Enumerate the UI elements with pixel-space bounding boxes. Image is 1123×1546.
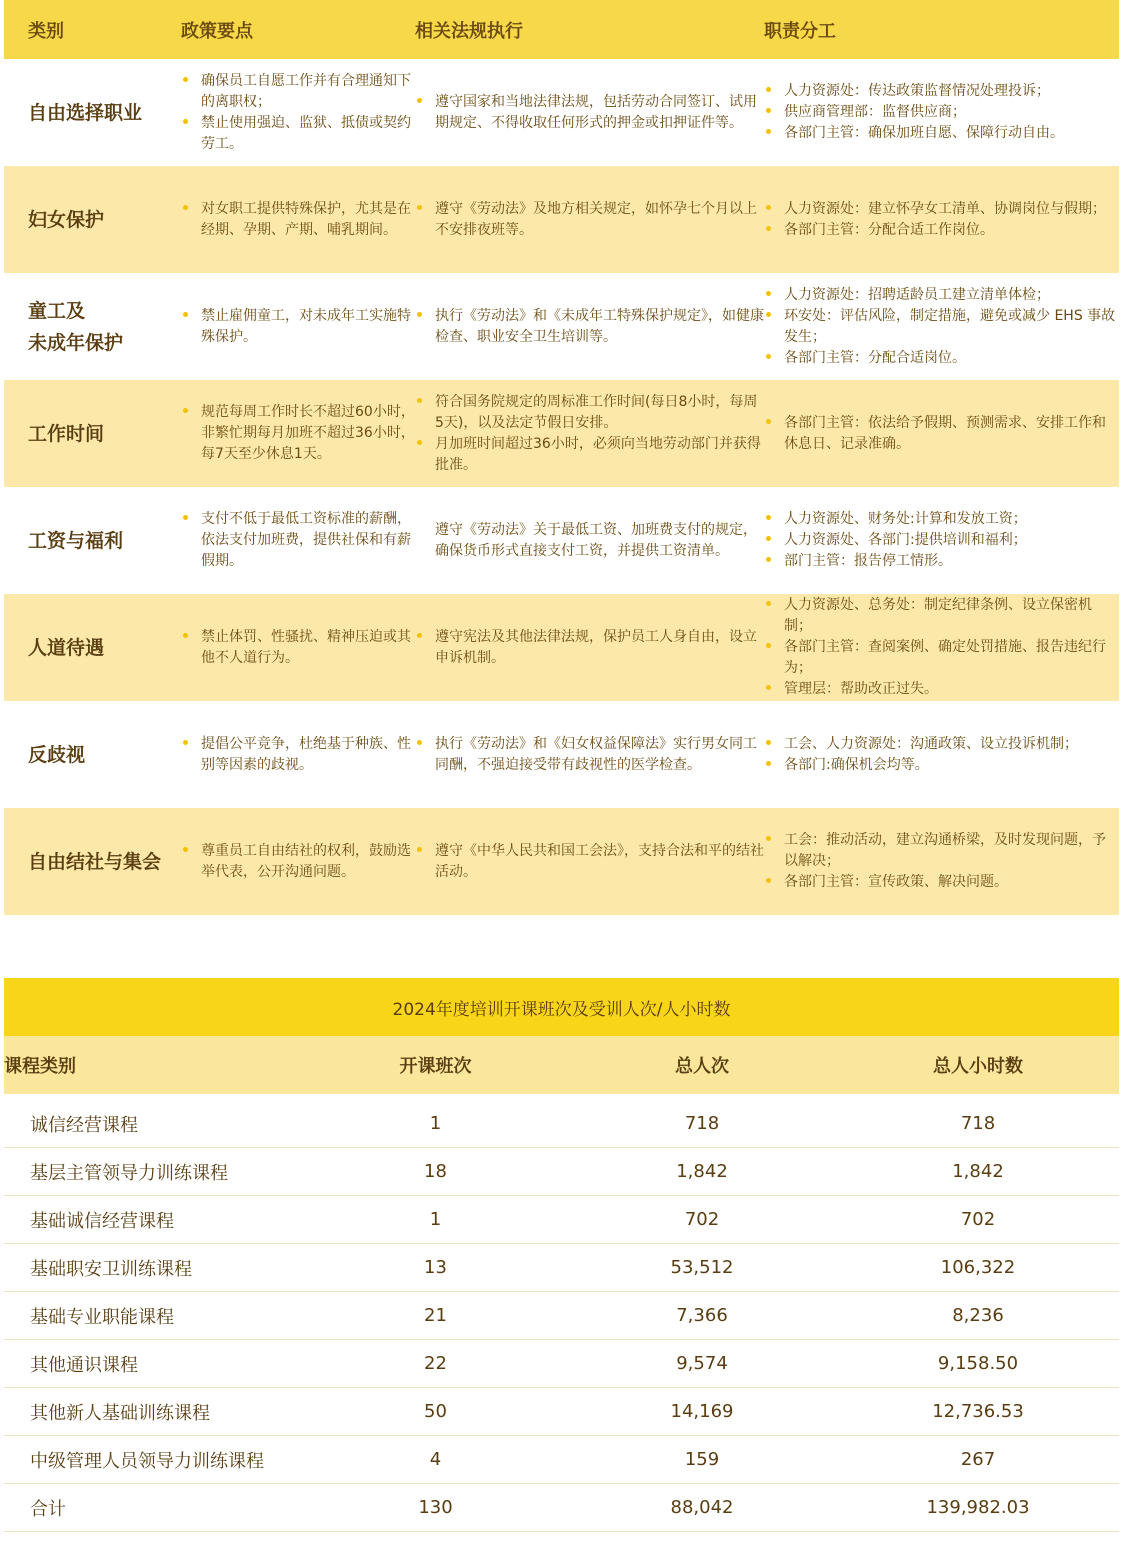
category-line: 未成年保护 — [28, 331, 124, 354]
category-line: 童工及 — [28, 299, 86, 322]
header-total-hours: 总人小时数 — [837, 1036, 1119, 1094]
header-sessions: 开课班次 — [304, 1036, 567, 1094]
duty-point: 人力资源处、总务处：制定纪律条例、设立保密机制； — [764, 595, 1119, 637]
training-row — [4, 1196, 1119, 1244]
policy-row-women-protection — [4, 166, 1119, 273]
law-cell — [415, 166, 764, 273]
attendees: 159 — [567, 1436, 837, 1484]
duty-point: 各部门主管：依法给予假期、预测需求、安排工作和休息日、记录准确。 — [764, 413, 1119, 455]
course-name: 其他通识课程 — [4, 1340, 304, 1388]
law-cell — [415, 380, 764, 487]
training-table — [4, 978, 1119, 1532]
duty-point: 工会：推动活动，建立沟通桥梁，及时发现问题，予以解决； — [764, 830, 1119, 872]
person-hours: 8,236 — [837, 1292, 1119, 1340]
policy-row-child-labor — [4, 273, 1119, 380]
policy-point: 禁止使用强迫、监狱、抵债或契约劳工。 — [181, 113, 415, 155]
category-cell: 自由选择职业 — [4, 59, 181, 166]
duty-point: 人力资源处：传达政策监督情况处理投诉； — [764, 81, 1119, 102]
law-point: 执行《劳动法》和《妇女权益保障法》实行男女同工同酬，不强迫接受带有歧视性的医学检查。 — [415, 734, 764, 776]
law-cell — [415, 59, 764, 166]
duty-cell — [764, 594, 1119, 701]
category-cell: 反歧视 — [4, 701, 181, 808]
duty-point: 各部门主管：查阅案例、确定处罚措施、报告违纪行为； — [764, 637, 1119, 679]
sessions: 22 — [304, 1340, 567, 1388]
training-row — [4, 1388, 1119, 1436]
policy-cell — [181, 701, 415, 808]
policy-row-freedom-association — [4, 808, 1119, 915]
person-hours: 702 — [837, 1196, 1119, 1244]
duty-point: 人力资源处、财务处:计算和发放工资； — [764, 509, 1119, 530]
policy-row-working-hours — [4, 380, 1119, 487]
attendees: 14,169 — [567, 1388, 837, 1436]
duty-point: 各部门主管：分配合适工作岗位。 — [764, 220, 1119, 241]
sessions: 1 — [304, 1196, 567, 1244]
policy-row-wages — [4, 487, 1119, 594]
law-point: 遵守《中华人民共和国工会法》，支持合法和平的结社活动。 — [415, 841, 764, 883]
attendees: 718 — [567, 1094, 837, 1148]
training-row — [4, 1244, 1119, 1292]
policy-point: 规范每周工作时长不超过60小时，非繁忙期每月加班不超过36小时，每7天至少休息1天。 — [181, 402, 415, 465]
duty-cell — [764, 487, 1119, 594]
law-point: 执行《劳动法》和《未成年工特殊保护规定》，如健康检查、职业安全卫生培训等。 — [415, 306, 764, 348]
duty-point: 各部门主管：分配合适岗位。 — [764, 348, 1119, 369]
course-name: 其他新人基础训练课程 — [4, 1388, 304, 1436]
sessions: 4 — [304, 1436, 567, 1484]
law-point: 遵守宪法及其他法律法规，保护员工人身自由，设立申诉机制。 — [415, 627, 764, 669]
duty-cell — [764, 273, 1119, 380]
course-name: 中级管理人员领导力训练课程 — [4, 1436, 304, 1484]
person-hours: 9,158.50 — [837, 1340, 1119, 1388]
category-cell: 人道待遇 — [4, 594, 181, 701]
total-label: 合计 — [4, 1484, 304, 1532]
law-point: 符合国务院规定的周标准工作时间(每日8小时，每周5天)，以及法定节假日安排。 — [415, 392, 764, 434]
sessions: 21 — [304, 1292, 567, 1340]
policy-point: 支付不低于最低工资标准的薪酬，依法支付加班费，提供社保和有薪假期。 — [181, 509, 415, 572]
training-row — [4, 1148, 1119, 1196]
policy-point: 确保员工自愿工作并有合理通知下的离职权； — [181, 71, 415, 113]
sessions: 1 — [304, 1094, 567, 1148]
training-row — [4, 1436, 1119, 1484]
duty-point: 工会、人力资源处：沟通政策、设立投诉机制； — [764, 734, 1119, 755]
policy-point: 禁止雇佣童工，对未成年工实施特殊保护。 — [181, 306, 415, 348]
duty-cell — [764, 701, 1119, 808]
person-hours: 12,736.53 — [837, 1388, 1119, 1436]
law-cell — [415, 487, 764, 594]
training-total-row — [4, 1484, 1119, 1532]
training-title: 2024年度培训开课班次及受训人次/人小时数 — [4, 978, 1119, 1036]
policy-header-row — [4, 0, 1119, 59]
duty-point: 环安处：评估风险，制定措施，避免或减少 EHS 事故发生； — [764, 306, 1119, 348]
attendees: 702 — [567, 1196, 837, 1244]
policy-cell — [181, 380, 415, 487]
category-cell — [4, 273, 181, 380]
category-cell: 自由结社与集会 — [4, 808, 181, 915]
category-cell: 工作时间 — [4, 380, 181, 487]
duty-point: 部门主管：报告停工情形。 — [764, 551, 1119, 572]
duty-cell — [764, 808, 1119, 915]
header-category: 类别 — [4, 0, 181, 59]
total-sessions: 130 — [304, 1484, 567, 1532]
person-hours: 1,842 — [837, 1148, 1119, 1196]
training-row — [4, 1340, 1119, 1388]
person-hours: 718 — [837, 1094, 1119, 1148]
training-header-row — [4, 1036, 1119, 1094]
header-duty: 职责分工 — [764, 0, 1119, 59]
policy-point: 对女职工提供特殊保护，尤其是在经期、孕期、产期、哺乳期间。 — [181, 199, 415, 241]
law-point: 月加班时间超过36小时，必须向当地劳动部门并获得批准。 — [415, 434, 764, 476]
header-policy: 政策要点 — [181, 0, 415, 59]
attendees: 7,366 — [567, 1292, 837, 1340]
policy-table — [4, 0, 1119, 915]
duty-cell — [764, 166, 1119, 273]
total-attendees: 88,042 — [567, 1484, 837, 1532]
course-name: 基础专业职能课程 — [4, 1292, 304, 1340]
course-name: 基层主管领导力训练课程 — [4, 1148, 304, 1196]
law-cell — [415, 701, 764, 808]
total-person-hours: 139,982.03 — [837, 1484, 1119, 1532]
sessions: 18 — [304, 1148, 567, 1196]
duty-point: 人力资源处：建立怀孕女工清单、协调岗位与假期； — [764, 199, 1119, 220]
policy-row-humane-treatment — [4, 594, 1119, 701]
duty-cell — [764, 59, 1119, 166]
policy-cell — [181, 808, 415, 915]
person-hours: 267 — [837, 1436, 1119, 1484]
policy-row-anti-discrimination — [4, 701, 1119, 808]
policy-point: 提倡公平竞争，杜绝基于种族、性别等因素的歧视。 — [181, 734, 415, 776]
header-law: 相关法规执行 — [415, 0, 764, 59]
attendees: 9,574 — [567, 1340, 837, 1388]
header-course-type: 课程类别 — [4, 1036, 304, 1094]
law-point: 遵守国家和当地法律法规，包括劳动合同签订、试用期规定、不得收取任何形式的押金或扣押证件等。 — [415, 92, 764, 134]
training-row — [4, 1094, 1119, 1148]
law-cell — [415, 273, 764, 380]
policy-point: 禁止体罚、性骚扰、精神压迫或其他不人道行为。 — [181, 627, 415, 669]
duty-point: 各部门:确保机会均等。 — [764, 755, 1119, 776]
law-cell — [415, 594, 764, 701]
training-row — [4, 1292, 1119, 1340]
attendees: 53,512 — [567, 1244, 837, 1292]
duty-point: 人力资源处：招聘适龄员工建立清单体检； — [764, 285, 1119, 306]
policy-cell — [181, 273, 415, 380]
duty-cell — [764, 380, 1119, 487]
category-cell: 工资与福利 — [4, 487, 181, 594]
course-name: 基础职安卫训练课程 — [4, 1244, 304, 1292]
course-name: 诚信经营课程 — [4, 1094, 304, 1148]
policy-cell — [181, 59, 415, 166]
law-text: 遵守《劳动法》关于最低工资、加班费支付的规定，确保货币形式直接支付工资，并提供工资清单。 — [435, 521, 757, 559]
duty-point: 人力资源处、各部门:提供培训和福利； — [764, 530, 1119, 551]
duty-point: 各部门主管：宣传政策、解决问题。 — [764, 872, 1119, 893]
policy-cell — [181, 487, 415, 594]
sessions: 50 — [304, 1388, 567, 1436]
sessions: 13 — [304, 1244, 567, 1292]
person-hours: 106,322 — [837, 1244, 1119, 1292]
duty-point: 各部门主管：确保加班自愿、保障行动自由。 — [764, 123, 1119, 144]
course-name: 基础诚信经营课程 — [4, 1196, 304, 1244]
policy-cell — [181, 594, 415, 701]
law-point: 遵守《劳动法》及地方相关规定，如怀孕七个月以上不安排夜班等。 — [415, 199, 764, 241]
policy-row-free-employment — [4, 59, 1119, 166]
policy-cell — [181, 166, 415, 273]
duty-point: 管理层：帮助改正过失。 — [764, 679, 1119, 700]
law-cell — [415, 808, 764, 915]
duty-point: 供应商管理部：监督供应商； — [764, 102, 1119, 123]
policy-point: 尊重员工自由结社的权利，鼓励选举代表，公开沟通问题。 — [181, 841, 415, 883]
category-cell: 妇女保护 — [4, 166, 181, 273]
attendees: 1,842 — [567, 1148, 837, 1196]
training-title-row — [4, 978, 1119, 1036]
header-total-attendees: 总人次 — [567, 1036, 837, 1094]
